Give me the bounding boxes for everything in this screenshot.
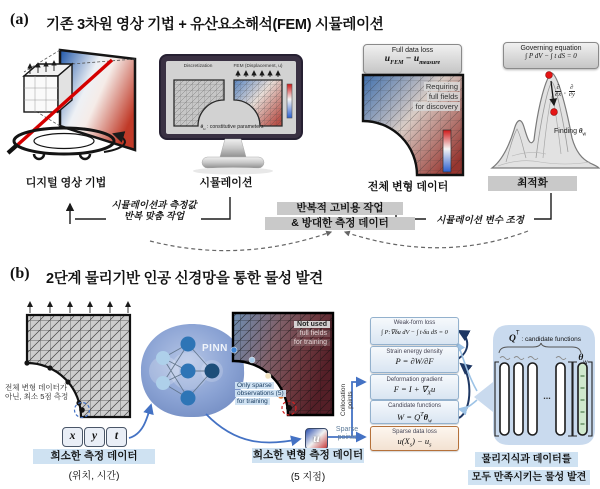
caption-simulation: 시뮬레이션: [199, 177, 253, 189]
panel-a-title: 기존 3차원 영상 기법 + 유산요소해석(FEM) 시뮬레이션: [46, 17, 384, 33]
full-data-loss-equation: [364, 54, 461, 69]
sparse-data-loss-title: Sparse data loss: [392, 429, 437, 435]
cand-eq-theta: θ: [423, 411, 428, 422]
cand-eq-sub: w: [427, 418, 432, 425]
finding-theta-sub: w: [582, 131, 587, 138]
ddy-num: ∂: [570, 84, 574, 91]
mesh-note-line2: 아닌, 최소 5점 측정: [5, 392, 69, 401]
library-ellipsis: ...: [543, 391, 551, 401]
weak-form-equation: ∫ P:∇δu dV − ∫ t·δu dS = 0: [381, 329, 448, 336]
eq-u: u: [384, 54, 391, 64]
fit-loop-line2: 반복 맞춤 작업: [123, 210, 185, 222]
strain-energy-equation: P = ∂W/∂F: [395, 356, 434, 366]
collocation-points-label: [340, 370, 354, 430]
def-eq-main: F = I + ∇: [393, 384, 428, 394]
not-used-line3: for training: [291, 339, 330, 346]
q-superscript: T: [515, 330, 520, 337]
optimization-surface: [492, 72, 599, 168]
library-theta: θ: [578, 353, 584, 363]
fit-loop-note: [103, 201, 205, 222]
deformation-gradient-title: Deformation gradient: [386, 377, 443, 383]
theta-subscript: u: [203, 126, 206, 132]
eq-sub-measure: measure: [419, 59, 441, 66]
sparse-observation-note: [235, 382, 286, 405]
result-label-line2: 모두 만족시키는 물성 발견: [468, 470, 590, 485]
collocation-line2: points: [347, 391, 354, 409]
full-data-loss-title: Full data loss: [391, 47, 434, 54]
strain-energy-title: Strain energy density: [386, 349, 443, 355]
mesh-colorbar: [443, 130, 451, 172]
cost-note-box1: 반복적 고비용 작업: [277, 202, 403, 215]
governing-equation: ∫ P dV − ∫ t dS = 0: [525, 52, 577, 60]
sparse-data-loss-box: [370, 426, 459, 451]
sparse-eq-m1: u(X: [397, 436, 410, 446]
derivative-labels: [555, 85, 575, 98]
deformation-gradient-box: [370, 374, 459, 400]
weak-form-loss-box: [370, 317, 459, 345]
monitor-colorbar: [287, 84, 292, 118]
finding-text: Finding: [554, 128, 579, 135]
caption-full-data: 전체 변형 데이터: [367, 181, 449, 193]
sparse-points-line1: Sparse: [335, 426, 359, 433]
sparse-eq-s2: s: [429, 442, 432, 449]
governing-equation-box: [503, 42, 599, 69]
input-y-box: y: [84, 427, 105, 447]
ddx-fraction: [555, 85, 561, 98]
input-sublabel: (위치, 시간): [68, 471, 120, 482]
full-data-loss-box: [363, 44, 462, 74]
governing-title: Governing equation: [520, 45, 582, 52]
optimum-end-dot: [551, 109, 558, 116]
ddy-den: ∂y: [568, 91, 575, 98]
u-output-box: [305, 428, 328, 450]
not-used-note: [266, 321, 330, 347]
requiring-line2: full fields: [428, 92, 458, 101]
eq-minus-u: − u: [403, 54, 420, 64]
input-label-box: 희소한 측정 데이터: [33, 449, 155, 464]
output-sublabel: (5 지점): [290, 472, 326, 483]
library-header: [498, 328, 592, 346]
caption-optimization-box: 최적화: [488, 176, 577, 191]
deriv-comma: ,: [564, 88, 566, 95]
panel-a-dashed-links: [150, 231, 528, 251]
monitor-constitutive-label: [170, 124, 294, 131]
input-t-box: t: [106, 427, 127, 447]
finding-theta-label: [554, 127, 586, 137]
simulation-monitor: [160, 55, 302, 175]
panel-b-title: 2단계 물리기반 인공 신경망을 통한 물성 발견: [46, 271, 323, 287]
ddx-num: ∂: [556, 84, 560, 91]
fit-loop-line1: 시뮬레이션과 측정값: [111, 200, 197, 211]
strain-energy-box: [370, 346, 459, 373]
cand-eq-main: W = Q: [397, 411, 421, 422]
output-label-box: 희소한 변형 측정 데이터: [252, 449, 364, 461]
optimum-start-dot: [546, 72, 553, 79]
constitutive-text: : constitutive parameters: [205, 124, 264, 130]
ddx-den: ∂x: [555, 91, 562, 98]
def-eq-sub: X: [427, 390, 432, 397]
result-label-line1: 물리지식과 데이터를: [475, 452, 578, 467]
weak-form-title: Weak-form loss: [393, 320, 436, 326]
candidate-functions-box: [370, 400, 459, 424]
candidate-functions-equation: [371, 410, 458, 428]
adjust-note: 시뮬레이션 변수 조정: [436, 215, 524, 226]
requiring-line1: Requiring: [425, 82, 458, 91]
sparse-eq-s1: s: [409, 442, 413, 449]
deformation-gradient-equation: [371, 384, 458, 400]
not-used-line1: Not used: [294, 321, 330, 328]
mesh-note-line1: 전체 변형 데이터가: [5, 383, 68, 392]
def-eq-end: u: [431, 384, 436, 394]
caption-dic: 디지털 영상 기법: [25, 177, 107, 189]
collocation-line1: Collocation: [340, 383, 347, 417]
sparse-obs-line1: Only sparse: [237, 382, 272, 389]
sparse-obs-line3: for training: [237, 398, 268, 405]
pinn-label: PINN: [202, 343, 228, 354]
monitor-fem-label: FEM (Displacement, u): [233, 64, 283, 69]
mesh-load-arrows: [30, 302, 128, 313]
sparse-points-line2: points: [337, 434, 357, 441]
eq-sub-fem: FEM: [390, 59, 404, 66]
monitor-discretization-label: Discretization: [183, 64, 213, 69]
cand-eq-sup: T: [420, 412, 424, 418]
sparse-obs-line2: observations (5): [237, 390, 284, 397]
library-theta-label: [574, 347, 592, 366]
not-used-line2: full fields: [297, 330, 330, 337]
input-x-box: x: [62, 427, 83, 447]
library-theta-sub: w: [583, 360, 588, 367]
u-symbol: u: [313, 431, 320, 445]
finding-theta: θ: [578, 127, 583, 135]
panel-b-tag: (b): [10, 265, 30, 282]
cost-note-box2: & 방대한 측정 데이터: [265, 217, 415, 230]
sparse-eq-m2: ) − u: [412, 436, 430, 446]
mesh-note: [5, 383, 68, 401]
sparse-data-loss-equation: [371, 436, 458, 452]
theta-symbol: θ: [200, 124, 204, 130]
pinn-network: [141, 324, 244, 417]
panel-a-tag: (a): [10, 11, 29, 28]
ddy-fraction: [569, 85, 575, 98]
library-header-text: : candidate functions: [519, 336, 581, 343]
dic-rig-illustration: [8, 50, 135, 159]
requiring-note: [378, 83, 460, 111]
requiring-line3: for discovery: [415, 102, 458, 111]
q-symbol: Q: [509, 334, 516, 344]
candidate-functions-title: Candidate functions: [387, 403, 442, 409]
